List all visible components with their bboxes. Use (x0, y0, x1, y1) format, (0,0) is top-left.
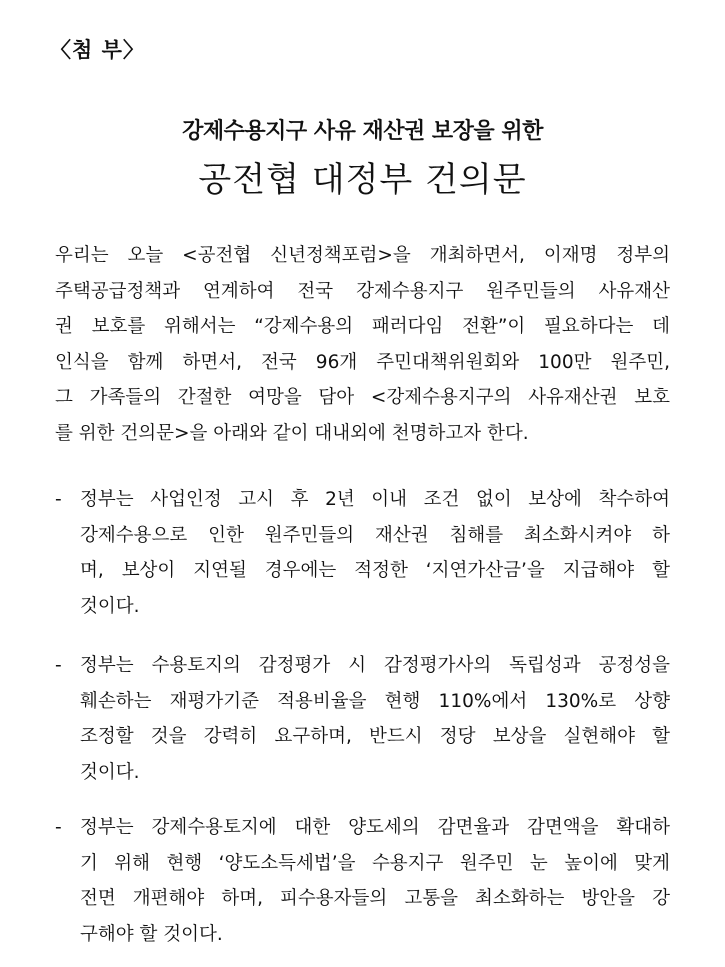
intro-line: 를 위한 건의문>을 아래와 같이 대내외에 천명하고자 한다. (55, 422, 529, 444)
recommendation-line: 며, 보상이 지연될 경우에는 적정한 ‘지연가산금’을 지급해야 할 (80, 560, 670, 581)
intro-paragraph (55, 238, 670, 451)
recommendation-line: 기 위해 현행 ‘양도소득세법’을 수용지구 원주민 눈 높이에 맞게 (80, 852, 670, 874)
bullet-marker: - (55, 655, 62, 676)
intro-line: 그 가족들의 간절한 여망을 담아 <강제수용지구의 사유재산권 보호 (55, 387, 670, 408)
intro-line: 우리는 오늘 <공전협 신년정책포럼>을 개최하면서, 이재명 정부의 (55, 245, 670, 266)
recommendation-line: 것이다. (80, 595, 140, 617)
recommendation-item (55, 810, 670, 952)
recommendation-line: 전면 개편해야 하며, 피수용자들의 고통을 최소화하는 방안을 강 (80, 888, 670, 909)
bullet-marker: - (55, 817, 62, 838)
recommendation-text (80, 810, 670, 952)
recommendation-line: 것이다. (80, 761, 140, 783)
recommendation-line: 훼손하는 재평가기준 적용비율을 현행 110%에서 130%로 상향 (80, 690, 670, 712)
document-title: 공전협 대정부 건의문 (198, 160, 527, 200)
recommendation-text (80, 648, 670, 790)
recommendation-item (55, 648, 670, 790)
attachment-label: 〈첨 부〉 (50, 38, 145, 62)
recommendation-line: 정부는 사업인정 고시 후 2년 이내 조건 없이 보상에 착수하여 (80, 489, 670, 510)
recommendation-line: 조정할 것을 강력히 요구하며, 반드시 정당 보상을 실현해야 할 (80, 726, 670, 747)
intro-line: 인식을 함께 하면서, 전국 96개 주민대책위원회와 100만 원주민, (55, 351, 670, 373)
recommendation-text (80, 482, 670, 624)
document-subtitle: 강제수용지구 사유 재산권 보장을 위한 (182, 119, 543, 144)
recommendation-line: 구해야 할 것이다. (80, 923, 223, 945)
intro-line: 주택공급정책과 연계하여 전국 강제수용지구 원주민들의 사유재산 (55, 280, 670, 302)
recommendation-item (55, 482, 670, 624)
bullet-marker: - (55, 489, 62, 510)
recommendation-line: 정부는 강제수용토지에 대한 양도세의 감면율과 감면액을 확대하 (80, 817, 670, 838)
intro-line: 권 보호를 위해서는 “강제수용의 패러다임 전환”이 필요하다는 데 (55, 316, 670, 337)
recommendation-line: 강제수용으로 인한 원주민들의 재산권 침해를 최소화시켜야 하 (80, 524, 670, 546)
recommendation-line: 정부는 수용토지의 감정평가 시 감정평가사의 독립성과 공정성을 (80, 655, 670, 676)
